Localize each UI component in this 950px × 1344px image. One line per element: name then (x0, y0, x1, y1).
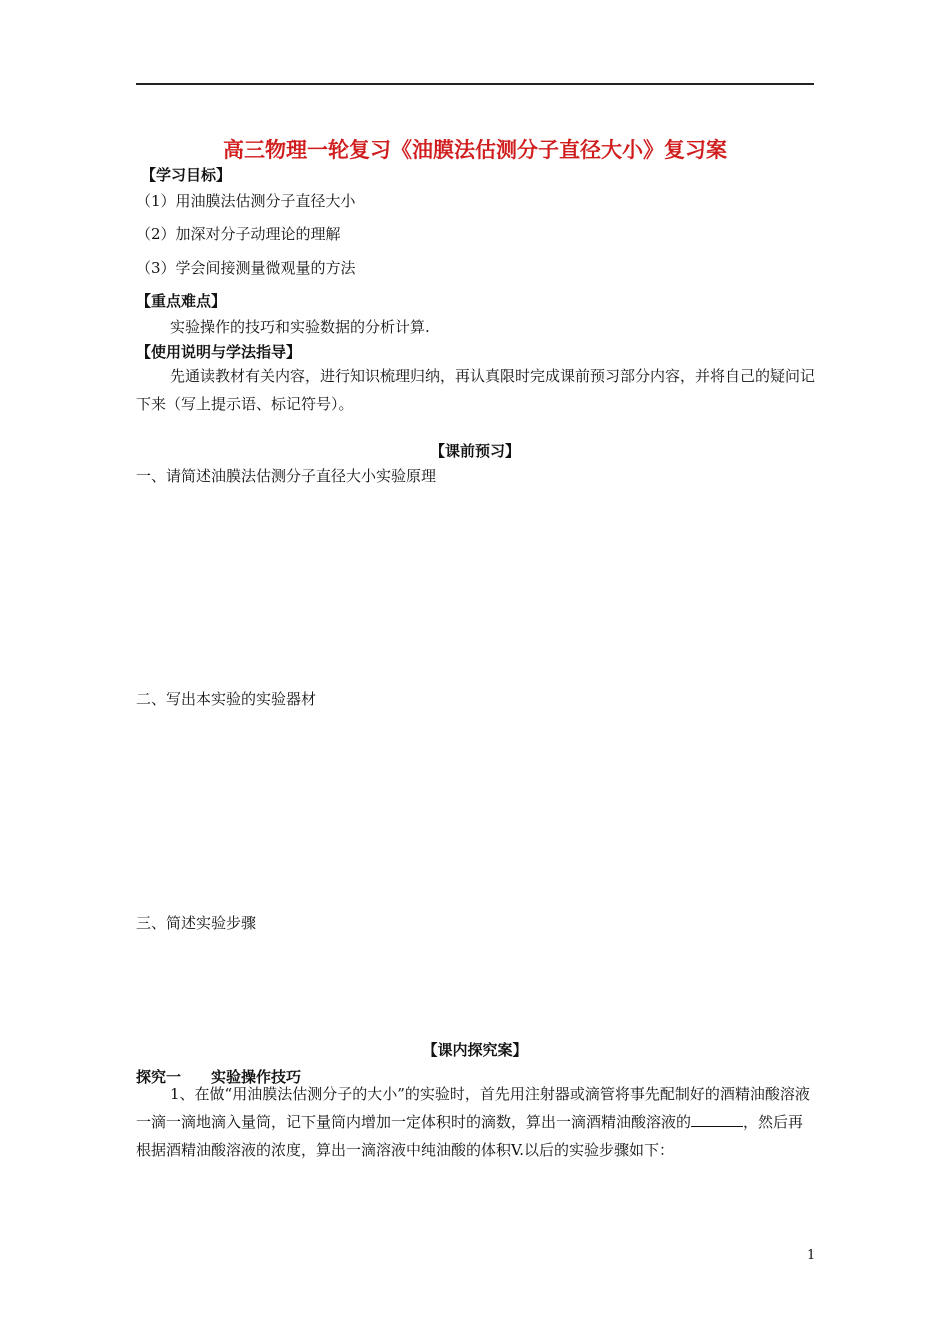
paragraph-text-before-blank: 1、在做“用油膜法估测分子的大小”的实验时，首先用注射器或滴管将事先配制好的酒精油酸溶液一滴一滴地滴入量筒，记下量筒内增加一定体积时的滴数，算出一滴酒精油酸溶液的 (136, 1085, 810, 1131)
key-points-heading: 【重点难点】 (136, 292, 227, 310)
goal-item-3: （3）学会间接测量微观量的方法 (136, 259, 356, 277)
document-title: 高三物理一轮复习《油膜法估测分子直径大小》复习案 (223, 138, 727, 162)
goal-item-1: （1）用油膜法估测分子直径大小 (136, 192, 356, 210)
header-rule (136, 83, 814, 85)
preview-question-1: 一、请简述油膜法估测分子直径大小实验原理 (136, 467, 437, 485)
instructions-heading: 【使用说明与学法指导】 (136, 343, 302, 361)
preview-heading: 【课前预习】 (429, 442, 520, 460)
explore-label: 探究一 (136, 1068, 182, 1086)
preview-question-3: 三、简述实验步骤 (136, 914, 257, 932)
key-points-text: 实验操作的技巧和实验数据的分析计算. (170, 318, 430, 336)
page-number: 1 (807, 1248, 816, 1263)
instructions-text: 先通读教材有关内容，进行知识梳理归纳，再认真限时完成课前预习部分内容，并将自己的疑问记下来（写上提示语、标记符号）。 (136, 367, 816, 413)
explore-title: 实验操作技巧 (211, 1068, 302, 1086)
explore-paragraph (136, 1080, 816, 1164)
paragraph-text-after-blank: ，然后再根据酒精油酸溶液的浓度，算出一滴溶液中纯油酸的体积V.以后的实验步骤如下： (136, 1113, 804, 1159)
inclass-heading: 【课内探究案】 (422, 1041, 528, 1059)
answer-blank[interactable] (691, 1111, 743, 1127)
preview-question-2: 二、写出本实验的实验器材 (136, 690, 317, 708)
goals-heading: 【学习目标】 (141, 166, 232, 184)
goal-item-2: （2）加深对分子动理论的理解 (136, 225, 341, 243)
